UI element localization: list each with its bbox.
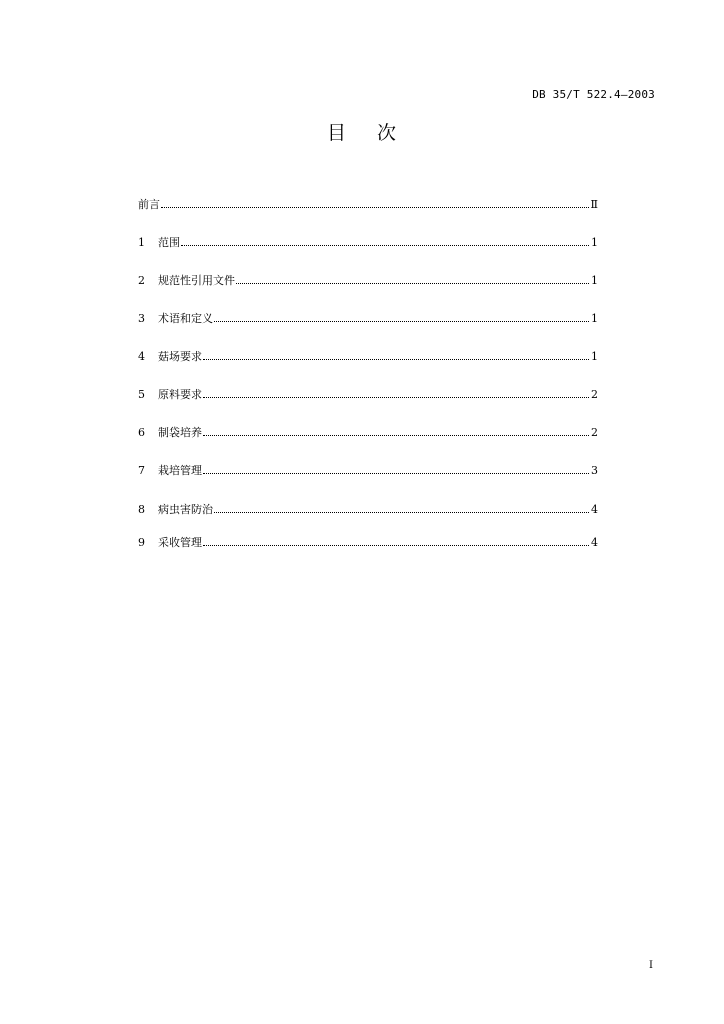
toc-label: 前言 — [138, 198, 160, 211]
toc-leader-dots — [214, 512, 589, 513]
toc-entry-7[interactable] — [138, 462, 598, 478]
title-char-2: 次 — [377, 122, 398, 144]
toc-entry-9[interactable] — [138, 534, 598, 550]
toc-label: 原料要求 — [158, 388, 202, 401]
toc-page: 1 — [591, 350, 598, 363]
toc-page: 1 — [591, 312, 598, 325]
toc-leader-dots — [203, 545, 589, 546]
toc-leader-dots — [214, 321, 589, 322]
toc-label: 采收管理 — [158, 536, 202, 549]
title-char-1: 目 — [326, 122, 347, 144]
toc-label: 栽培管理 — [158, 464, 202, 477]
toc-entry-foreword[interactable] — [138, 196, 598, 212]
toc-number: 2 — [138, 274, 145, 287]
page-title — [0, 118, 724, 145]
toc-number: 9 — [138, 536, 145, 549]
toc-entry-2[interactable] — [138, 272, 598, 288]
toc-number: 7 — [138, 464, 145, 477]
toc-page: 2 — [591, 426, 598, 439]
toc-entry-3[interactable] — [138, 310, 598, 326]
toc-page: 3 — [591, 464, 598, 477]
toc-number: 3 — [138, 312, 145, 325]
document-code: DB 35/T 522.4—2003 — [532, 88, 655, 101]
toc-leader-dots — [203, 435, 589, 436]
toc-number: 1 — [138, 236, 145, 249]
toc-label: 范围 — [158, 236, 180, 249]
toc-entry-8[interactable] — [138, 501, 598, 517]
toc-leader-dots — [161, 207, 589, 208]
toc-entry-5[interactable] — [138, 386, 598, 402]
toc-number: 6 — [138, 426, 145, 439]
toc-leader-dots — [181, 245, 589, 246]
toc-page: 1 — [591, 236, 598, 249]
toc-page: 4 — [591, 536, 598, 549]
toc-entry-6[interactable] — [138, 424, 598, 440]
toc-leader-dots — [203, 473, 589, 474]
toc-entry-1[interactable] — [138, 234, 598, 250]
toc-leader-dots — [203, 359, 589, 360]
toc-page: 2 — [591, 388, 598, 401]
toc-label: 菇场要求 — [158, 350, 202, 363]
toc-page: Ⅱ — [590, 198, 598, 211]
toc-entry-4[interactable] — [138, 348, 598, 364]
toc-page: 1 — [591, 274, 598, 287]
toc-label: 规范性引用文件 — [158, 274, 235, 287]
toc-leader-dots — [203, 397, 589, 398]
toc-number: 5 — [138, 388, 145, 401]
toc-label: 制袋培养 — [158, 426, 202, 439]
toc-page: 4 — [591, 503, 598, 516]
toc-number: 8 — [138, 503, 145, 516]
toc-number: 4 — [138, 350, 145, 363]
toc-label: 病虫害防治 — [158, 503, 213, 516]
toc-label: 术语和定义 — [158, 312, 213, 325]
toc-leader-dots — [236, 283, 589, 284]
page-number: I — [649, 960, 653, 971]
